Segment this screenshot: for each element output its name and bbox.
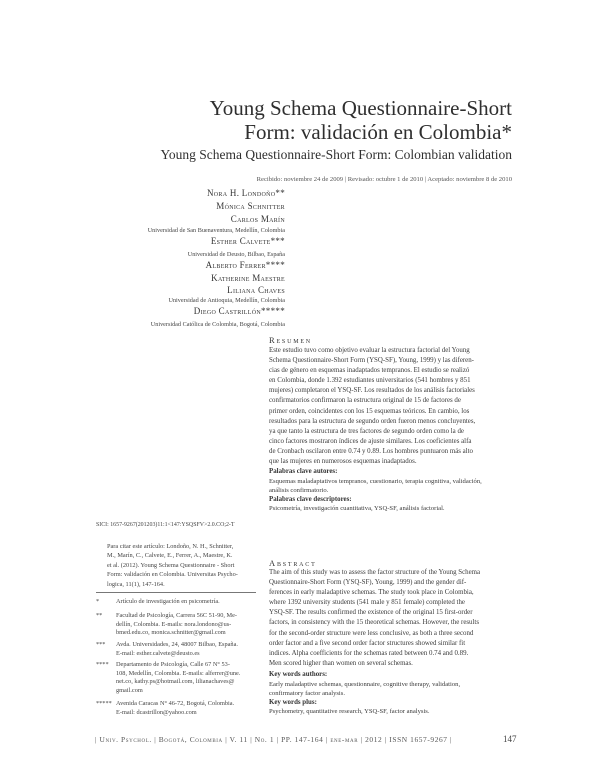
kw-authors-es: Esquemas maladaptativos tempranos, cuestionario, terapia cognitiva, validación, <box>269 477 482 485</box>
sici-code: SICI: 1657-9267(201203)11:1<147:YSQSFV>2.0.CO;2-T <box>96 522 235 528</box>
abstract-keywords <box>269 670 513 716</box>
abstract-line: YSQ-SF. The results confirmed the existence of the original 15 first-order <box>269 609 473 617</box>
kw-authors-en: Early maladaptive schemas, questionnaire, cognitive therapy, validation, <box>269 680 461 688</box>
citation-note <box>107 542 257 589</box>
abstract-line: for the second-order structure were less conclusive, as both a three second <box>269 629 474 637</box>
kw-desc-label-es: Palabras clave descriptores: <box>269 495 352 503</box>
footnote-line: 108, Medellín, Colombia. E-mails: alferrer@une. <box>116 669 241 677</box>
footnote-line: Artículo de investigación en psicometría. <box>116 598 220 605</box>
citation-line: Form: validación en Colombia. Universitas Psycho- <box>107 571 238 579</box>
affiliation-catolica: Universidad Católica de Colombia, Bogotá, Colombia <box>150 321 285 328</box>
citation-line: Para citar este artículo: Londoño, N. H., Schnitter, <box>107 543 234 550</box>
abstract-line: factors, in consistency with the 15 theoretical schemas. However, the results <box>269 619 480 627</box>
citation-line: et al. (2012). Young Schema Questionnaire - Short <box>107 561 235 569</box>
footnote-mark: *** <box>96 641 106 648</box>
title-spanish <box>210 96 512 144</box>
author-maestre: Katherine Maestre <box>211 273 285 283</box>
footnote-3 <box>96 641 256 659</box>
footnote-line: net.co, kathy.ps@hotmail.com, lilianachaves@ <box>116 678 235 686</box>
footnote-5 <box>96 700 256 718</box>
abstract-line: Questionnaire-Short Form (YSQ-SF), Young, 1999) and the gender dif- <box>269 579 467 587</box>
kw-authors-en: confirmatory factor analysis. <box>269 689 345 697</box>
kw-authors-es: análisis confirmatorio. <box>269 486 329 494</box>
footnote-line: E-mail: esther.calvete@deusto.es <box>116 649 200 657</box>
footnote-line: dellín, Colombia. E-mails: nora.londono@us- <box>116 620 232 628</box>
abstract-body <box>269 568 513 669</box>
running-footer: | Univ. Psychol. | Bogotá, Colombia | V. 11 | No. 1 | PP. 147-164 | ene-mar | 2012 | ISSN 1657-9267 | <box>95 735 453 744</box>
author-schnitter: Mónica Schnitter <box>216 201 285 211</box>
resumen-line: en Colombia, donde 1.392 estudiantes universitarios (541 hombres y 851 <box>269 377 471 385</box>
kw-plus-label-en: Key words plus: <box>269 698 317 706</box>
author-ferrer: Alberto Ferrer**** <box>205 260 285 270</box>
title-line-2: Form: validación en Colombia* <box>244 120 512 144</box>
received-dates: Recibido: noviembre 24 de 2009 | Revisado: octubre 1 de 2010 | Aceptado: noviembre 8 de 2010 <box>256 176 512 183</box>
title-line-1: Young Schema Questionnaire-Short <box>209 96 512 120</box>
footnote-line: Facultad de Psicología, Carrera 56C 51-90, Me- <box>116 612 238 619</box>
abstract-line: Men scored higher than women on several schemas. <box>269 659 413 667</box>
affiliation-san-buenaventura: Universidad de San Buenaventura, Medellín, Colombia <box>147 227 285 234</box>
kw-desc-es: Psicometría, investigación cuantitativa, YSQ-SF, análisis factorial. <box>269 505 445 512</box>
resumen-line: confirmatorios confirmaron la estructura original de 15 de factores de <box>269 397 461 405</box>
citation-line: M., Marín, C., Calvete, E., Ferrer, A., Maestre, K. <box>107 552 233 560</box>
resumen-line: que las mujeres en numerosos esquemas inadaptados. <box>269 458 417 466</box>
resumen-line: mujeres) completaron el YSQ-SF. Los resultados de los análisis factoriales <box>269 387 475 395</box>
abstract-line: ferences in early maladaptive schemas. The study took place in Colombia, <box>269 589 474 597</box>
abstract-line: order factor and a five second order factor structures showed similar fit <box>269 639 466 647</box>
footnote-mark: **** <box>96 661 109 668</box>
resumen-line: primer orden, coincidentes con los 15 esquemas teóricos. En cambio, los <box>269 407 470 415</box>
footnote-rule <box>96 592 256 593</box>
resumen-line: ya que tanto la estructura de tres factores de segundo orden como la de <box>269 427 464 435</box>
footnote-1 <box>96 598 256 608</box>
footnote-line: Avda. Universidades, 24, 48007 Bilbao, España. <box>116 641 238 648</box>
author-chaves: Liliana Chaves <box>227 285 285 295</box>
footnote-4 <box>96 661 256 697</box>
kw-authors-label-en: Key words authors: <box>269 671 328 678</box>
resumen-line: Schema Questionnaire-Short Form (YSQ-SF), Young, 1999) y las diferen- <box>269 357 474 365</box>
footnote-mark: ** <box>96 612 103 619</box>
resumen-keywords <box>269 467 513 513</box>
citation-line: logica, 11(1), 147-164. <box>107 580 165 588</box>
author-castrillon: Diego Castrillón***** <box>193 306 285 316</box>
resumen-line: cias de género en esquemas inadaptados tempranos. El estudio se realizó <box>269 367 470 375</box>
resumen-body <box>269 346 513 467</box>
page-number: 147 <box>503 734 517 744</box>
author-londono: Nora H. Londoño** <box>206 188 285 198</box>
resumen-line: resultados para la estructura de segundo orden fueron menos concluyentes, <box>269 417 476 425</box>
footnote-line: Avenida Caracas N° 46-72, Bogotá, Colombia. <box>116 700 235 707</box>
footnote-line: bmed.edu.co, monica.schnitter@gmail.com <box>116 629 226 637</box>
footnote-line: E-mail: dcastrillon@yahoo.com <box>116 708 197 716</box>
affiliation-antioquia: Universidad de Antioquia, Medellín, Colombia <box>168 297 285 304</box>
title-english: Young Schema Questionnaire-Short Form: Colombian validation <box>160 147 512 162</box>
affiliation-deusto: Universidad de Deusto, Bilbao, España <box>187 251 285 258</box>
footnote-mark: * <box>96 598 100 605</box>
footnote-line: gmail.com <box>116 686 143 694</box>
resumen-line: Este estudio tuvo como objetivo evaluar la estructura factorial del Young <box>269 347 470 354</box>
footnote-2 <box>96 612 256 640</box>
author-calvete: Esther Calvete*** <box>210 236 285 246</box>
resumen-heading: Resumen <box>269 335 312 345</box>
kw-plus-en: Psychometry, quantitative research, YSQ-SF, factor analysis. <box>269 708 430 715</box>
author-marin: Carlos Marín <box>230 214 285 224</box>
resumen-line: de Cronbach oscilaron entre 0.74 y 0.89. Los hombres puntuaron más alto <box>269 447 473 455</box>
abstract-line: The aim of this study was to assess the factor structure of the Young Schema <box>269 569 481 576</box>
resumen-line: cinco factores mostraron índices de ajuste similares. Los coeficientes alfa <box>269 437 472 445</box>
footnote-mark: ***** <box>96 700 112 707</box>
kw-authors-label-es: Palabras clave autores: <box>269 468 338 475</box>
abstract-line: indices. Alpha coefficients for the schemas rated between 0.74 and 0.89. <box>269 649 469 657</box>
abstract-heading: Abstract <box>269 558 317 568</box>
abstract-line: where 1392 university students (541 male y 851 female) completed the <box>269 599 465 607</box>
footnote-line: Departamento de Psicología, Calle 67 N° 53- <box>116 661 230 668</box>
